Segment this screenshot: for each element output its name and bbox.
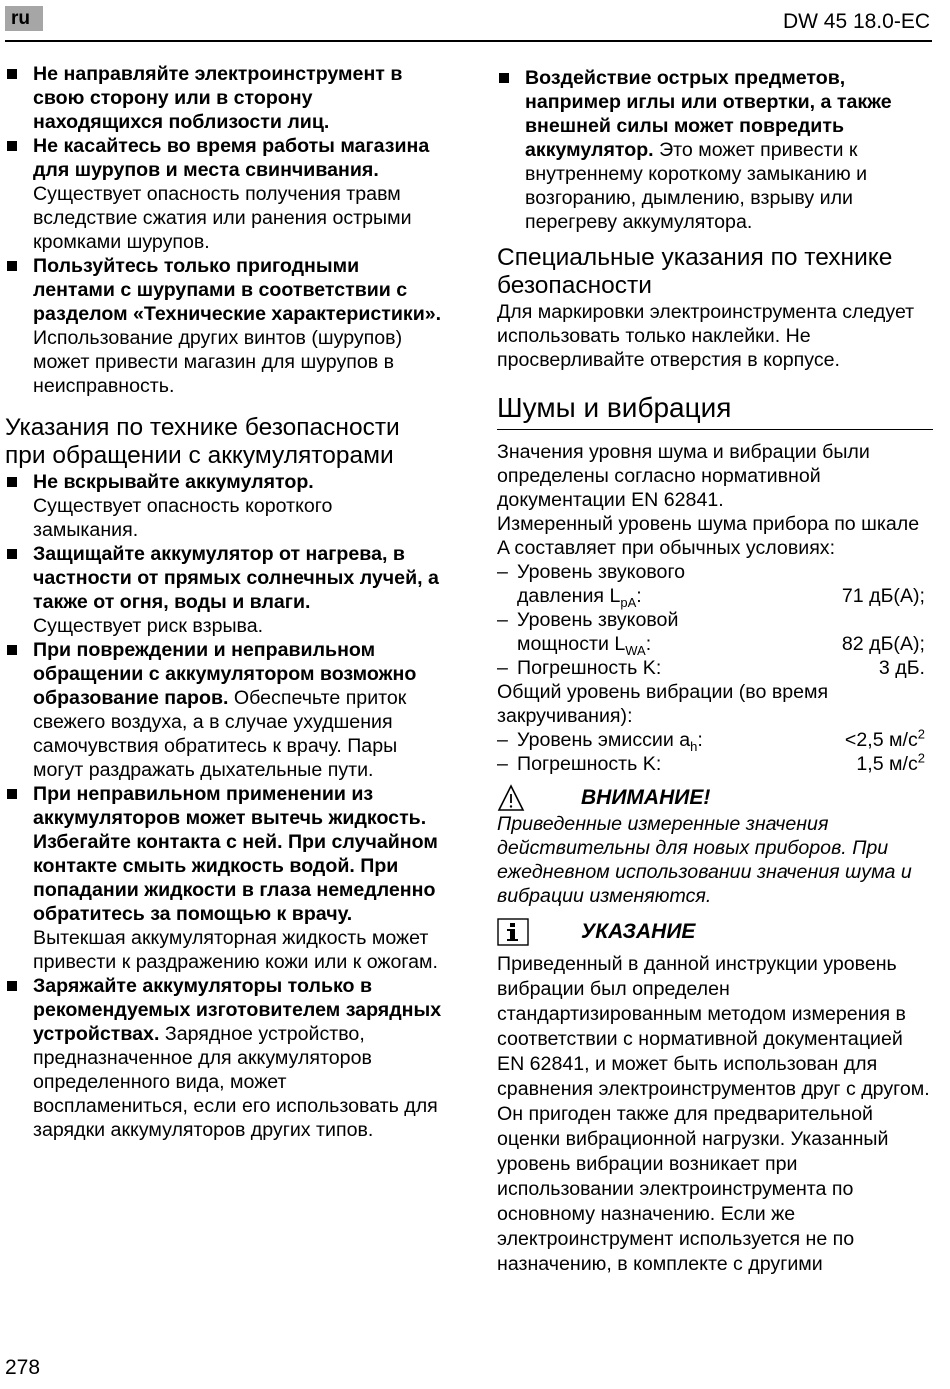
square-bullet-icon: [7, 549, 17, 559]
item-bold: При неправильном применении из аккумуляторов может вытечь жидкость. Избегайте контакта с ней. При случайном контакте смыть жидкость водой. При попадании жидкости в глаза немедленно обратитесь за помощью к врачу.: [33, 783, 438, 925]
list-item: [5, 974, 442, 1142]
item-text: Существует опасность короткого замыкания.: [33, 495, 333, 541]
spec-value: 71 дБ(A);: [841, 585, 925, 607]
item-text: Обеспечьте приток свежего воздуха, а в случае ухудшения самочувствия обратитесь к врачу. Пары могут раздражать дыхательные пути.: [33, 687, 407, 781]
warning-label: ВНИМАНИЕ!: [581, 786, 711, 809]
spec-label: мощности $L_{WA}$:: [517, 633, 652, 658]
square-bullet-icon: [7, 789, 17, 799]
list-item: [5, 470, 442, 542]
section-heading: Специальные указания по технике безопасности: [497, 244, 893, 299]
header-divider: [5, 40, 932, 42]
item-bold: Защищайте аккумулятор от нагрева, в частности от прямых солнечных лучей, а также от огня, воды и влаги.: [33, 543, 439, 613]
list-item: [5, 542, 442, 638]
list-item: [5, 134, 442, 254]
spec-value: 3 дБ.: [878, 657, 925, 679]
spec-value: 1,5 $м/с^2$: [856, 750, 925, 775]
special-text: Для маркировки электроинструмента следует использовать только наклейки. Не просверливайте отверстия в корпусе.: [497, 301, 915, 371]
language-tag: ru: [5, 6, 43, 31]
page-header: [0, 0, 950, 44]
item-text: Существует опасность получения травм вследствие сжатия или ранения острыми кромками шурупов.: [33, 183, 412, 253]
section-heading: Шумы и вибрация: [497, 392, 933, 430]
spec-label: Погрешность K:: [517, 753, 662, 775]
note-text: Приведенный в данной инструкции уровень вибрации был определен стандартизированным методом измерения в соответствии с нормативной документацией EN 62841, и может быть использован для сравнения электроинструментов друг с другом. Он пригоден также для предварительной оценки вибрационной нагрузки. Указанный уровень вибрации возникает при использовании электроинструмента по основному назначению. Если же электроинструмент используется не по назначению, в комплекте с другими: [497, 953, 930, 1275]
section-heading: Указания по технике безопасности при обращении с аккумуляторами: [5, 414, 400, 469]
list-item: [5, 782, 442, 974]
spec-value: 82 дБ(A);: [841, 633, 925, 655]
spec-row: – Уровень эмиссии $a_h$: <2,5 $м/с^2$: [497, 726, 925, 754]
vibration-text: Общий уровень вибрации (во время закручивания):: [497, 681, 829, 727]
item-bold: При повреждении и неправильном обращении с аккумулятором возможно образование паров.: [33, 639, 417, 709]
warning-callout: [497, 784, 933, 812]
item-bold: Не направляйте электроинструмент в свою сторону или в сторону находящихся поблизости лиц.: [33, 63, 403, 133]
square-bullet-icon: [7, 69, 17, 79]
item-text: Существует риск взрыва.: [33, 615, 264, 637]
square-bullet-icon: [499, 73, 509, 83]
spec-label: Погрешность K:: [517, 657, 662, 679]
spec-label: давления $L_{pA}$:: [517, 585, 642, 610]
item-text: Вытекшая аккумуляторная жидкость может привести к раздражению кожи или к ожогам.: [33, 927, 438, 973]
spec-label: Уровень эмиссии $a_h$:: [517, 729, 703, 754]
warning-text: Приведенные измеренные значения действительны для новых приборов. При ежедневном использовании значения шума и вибрации изменяются.: [497, 813, 912, 907]
spec-row: – Уровень звуковой мощности $L_{WA}$: 82 дБ(A);: [497, 608, 933, 656]
spec-row: – Уровень звукового давления $L_{pA}$: 71 дБ(A);: [497, 560, 933, 608]
spec-row: – Погрешность K: 1,5 $м/с^2$: [497, 750, 925, 775]
info-icon: [497, 918, 537, 946]
list-item: [5, 254, 442, 398]
square-bullet-icon: [7, 645, 17, 655]
spec-label: Уровень звукового: [517, 561, 686, 583]
item-text: Зарядное устройство, предназначенное для аккумуляторов определенного вида, может воспламениться, если его использовать для зарядки аккумуляторов других типов.: [33, 1023, 438, 1141]
list-item: [5, 62, 442, 134]
right-column: [497, 66, 933, 1277]
spec-label: Уровень звуковой: [517, 609, 679, 631]
model-number: DW 45 18.0-EC: [782, 10, 930, 33]
noise-measured: Измеренный уровень шума прибора по шкале A составляет при обычных условиях:: [497, 513, 920, 559]
list-item: [497, 66, 933, 234]
item-bold: Пользуйтесь только пригодными лентами с шурупами в соответствии с разделом «Технические характеристики».: [33, 255, 442, 325]
spec-value: <2,5 $м/с^2$: [844, 726, 925, 751]
square-bullet-icon: [7, 261, 17, 271]
item-bold: Воздействие острых предметов, например иглы или отвертки, а также внешней силы может повредить аккумулятор.: [525, 67, 892, 161]
page-number: 278: [5, 1356, 41, 1379]
warning-triangle-icon: [497, 784, 537, 812]
square-bullet-icon: [7, 477, 17, 487]
item-bold: Заряжайте аккумуляторы только в рекомендуемых изготовителем зарядных устройствах.: [33, 975, 442, 1045]
item-bold: Не касайтесь во время работы магазина для шурупов и места свинчивания.: [33, 135, 430, 181]
item-text: Использование других винтов (шурупов) может привести магазин для шурупов в неисправность.: [33, 327, 403, 397]
note-label: УКАЗАНИЕ: [581, 920, 696, 943]
left-column: [5, 62, 442, 1142]
spec-row: – Погрешность K: 3 дБ.: [497, 657, 925, 679]
item-bold: Не вскрывайте аккумулятор.: [33, 471, 314, 493]
note-callout: [497, 918, 933, 946]
item-text: Это может привести к внутреннему короткому замыканию и возгоранию, дымлению, взрыву или перегреву аккумулятора.: [525, 139, 868, 233]
square-bullet-icon: [7, 981, 17, 991]
square-bullet-icon: [7, 141, 17, 151]
list-item: [5, 638, 442, 782]
noise-intro: Значения уровня шума и вибрации были определены согласно нормативной документации EN 62841.: [497, 441, 870, 511]
